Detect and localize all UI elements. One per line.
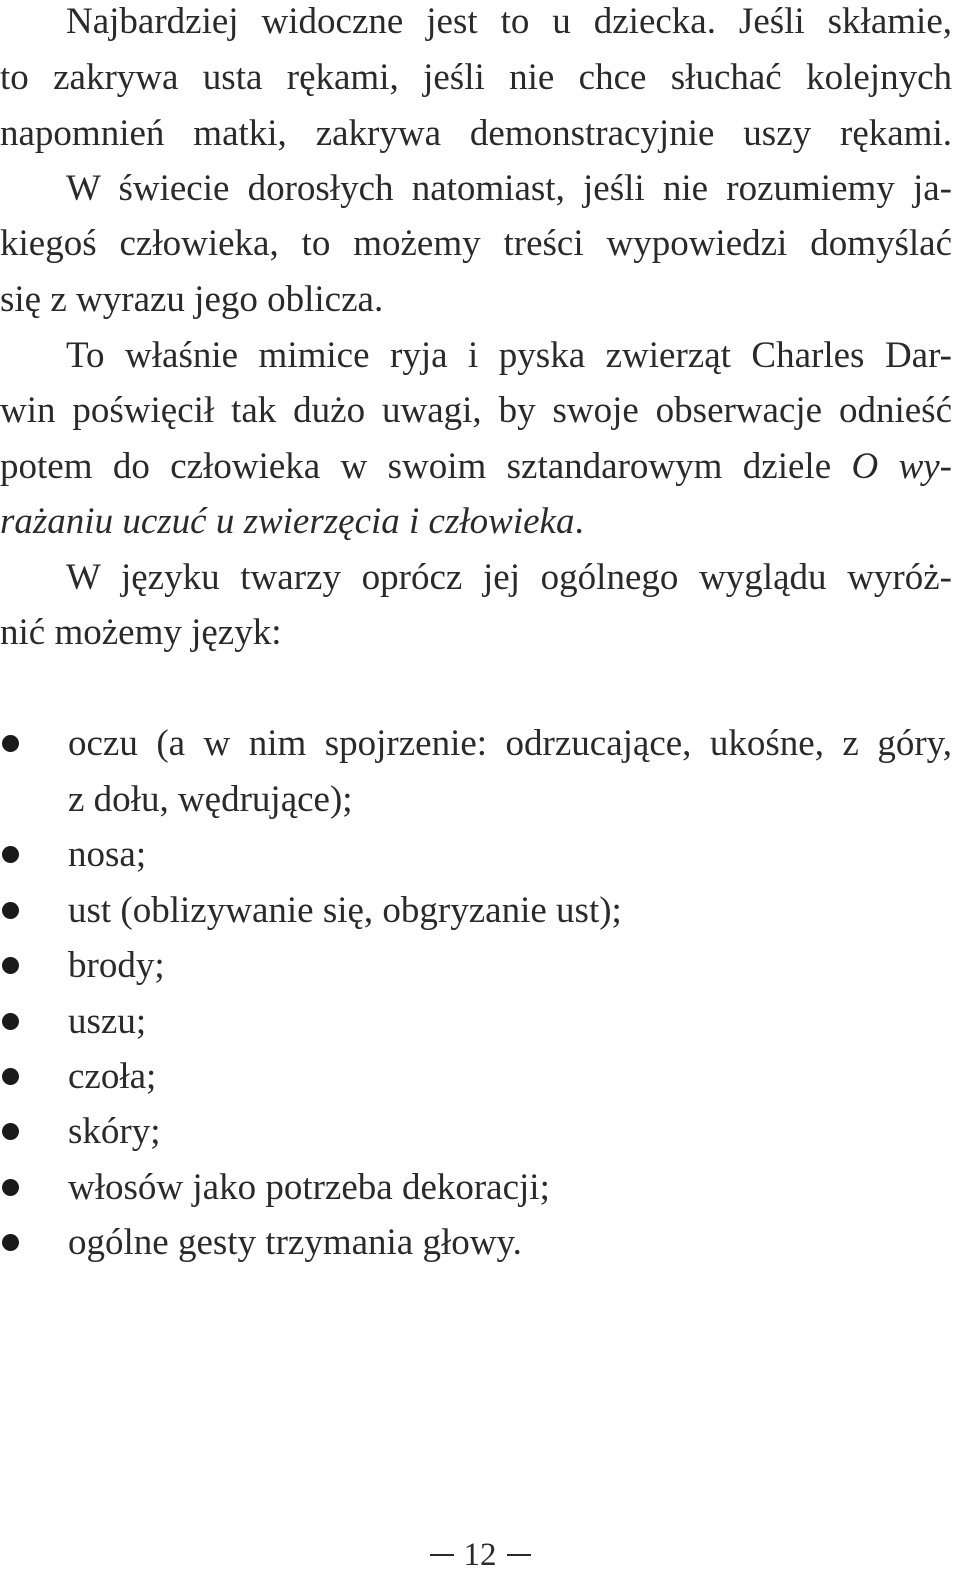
page-number-value: 12 bbox=[463, 1537, 497, 1573]
paragraph-3-line-3 bbox=[0, 439, 952, 495]
bullet-icon bbox=[2, 1179, 19, 1196]
bullet-icon bbox=[2, 957, 19, 974]
bullet-icon bbox=[2, 1013, 19, 1030]
list-item-text-continued: z dołu, wędrujące); bbox=[68, 779, 353, 820]
paragraph-1-line-1: Najbardziej widoczne jest to u dziecka. Jeśli skłamie, bbox=[66, 1, 952, 42]
paragraph-3-line-3-text: potem do człowieka w swoim sztandarowym dziele bbox=[0, 446, 832, 487]
bullet-icon bbox=[2, 1123, 19, 1140]
paragraph-3-line-2: win poświęcił tak dużo uwagi, by swoje obserwacje odnieść bbox=[0, 390, 952, 431]
paragraph-1-line-3: napomnień matki, zakrywa demonstracyjnie uszy rękami. bbox=[0, 113, 952, 154]
paragraph-1-line-2: to zakrywa usta rękami, jeśli nie chce słuchać kolejnych bbox=[0, 57, 952, 98]
list-item-text: oczu (a w nim spojrzenie: odrzucające, ukośne, z góry, bbox=[68, 723, 952, 764]
list-item-text: uszu; bbox=[68, 1001, 147, 1042]
page-number bbox=[0, 1530, 960, 1580]
list-item bbox=[0, 716, 952, 828]
paragraph-3-line-1: To właśnie mimice ryja i pyska zwierząt Charles Dar- bbox=[66, 335, 952, 376]
paragraph-2-line-1: W świecie dorosłych natomiast, jeśli nie rozumiemy ja- bbox=[66, 168, 952, 209]
list-item-text: brody; bbox=[68, 945, 165, 986]
paragraph-4-line-2: nić możemy język: bbox=[0, 612, 282, 653]
list-item-text: ogólne gesty trzymania głowy. bbox=[68, 1222, 522, 1263]
paragraph-3-line-4-period: . bbox=[574, 501, 584, 542]
paragraph-3-line-4 bbox=[0, 494, 952, 550]
list-item-text: skóry; bbox=[68, 1111, 161, 1152]
list-item-text: nosa; bbox=[68, 834, 147, 875]
book-title-part-1: O wy- bbox=[851, 446, 953, 487]
book-title-part-2: rażaniu uczuć u zwierzęcia i człowieka bbox=[0, 501, 575, 542]
list-item-text: czoła; bbox=[68, 1056, 157, 1097]
bullet-icon bbox=[2, 1234, 19, 1251]
paragraph-2-line-2: kiegoś człowieka, to możemy treści wypowiedzi domyślać bbox=[0, 223, 952, 264]
list-item-text: włosów jako potrzeba dekoracji; bbox=[68, 1167, 550, 1208]
bullet-icon bbox=[2, 846, 19, 863]
page-number-right-dash bbox=[507, 1554, 531, 1556]
paragraph-4-line-1: W języku twarzy oprócz jej ogólnego wyglądu wyróż- bbox=[66, 557, 952, 598]
list-item-text: ust (oblizywanie się, obgryzanie ust); bbox=[68, 890, 622, 931]
bullet-icon bbox=[2, 902, 19, 919]
page-number-left-dash bbox=[430, 1554, 454, 1556]
paragraph-2-line-3: się z wyrazu jego oblicza. bbox=[0, 279, 384, 320]
bullet-icon bbox=[2, 735, 19, 752]
bullet-icon bbox=[2, 1068, 19, 1085]
